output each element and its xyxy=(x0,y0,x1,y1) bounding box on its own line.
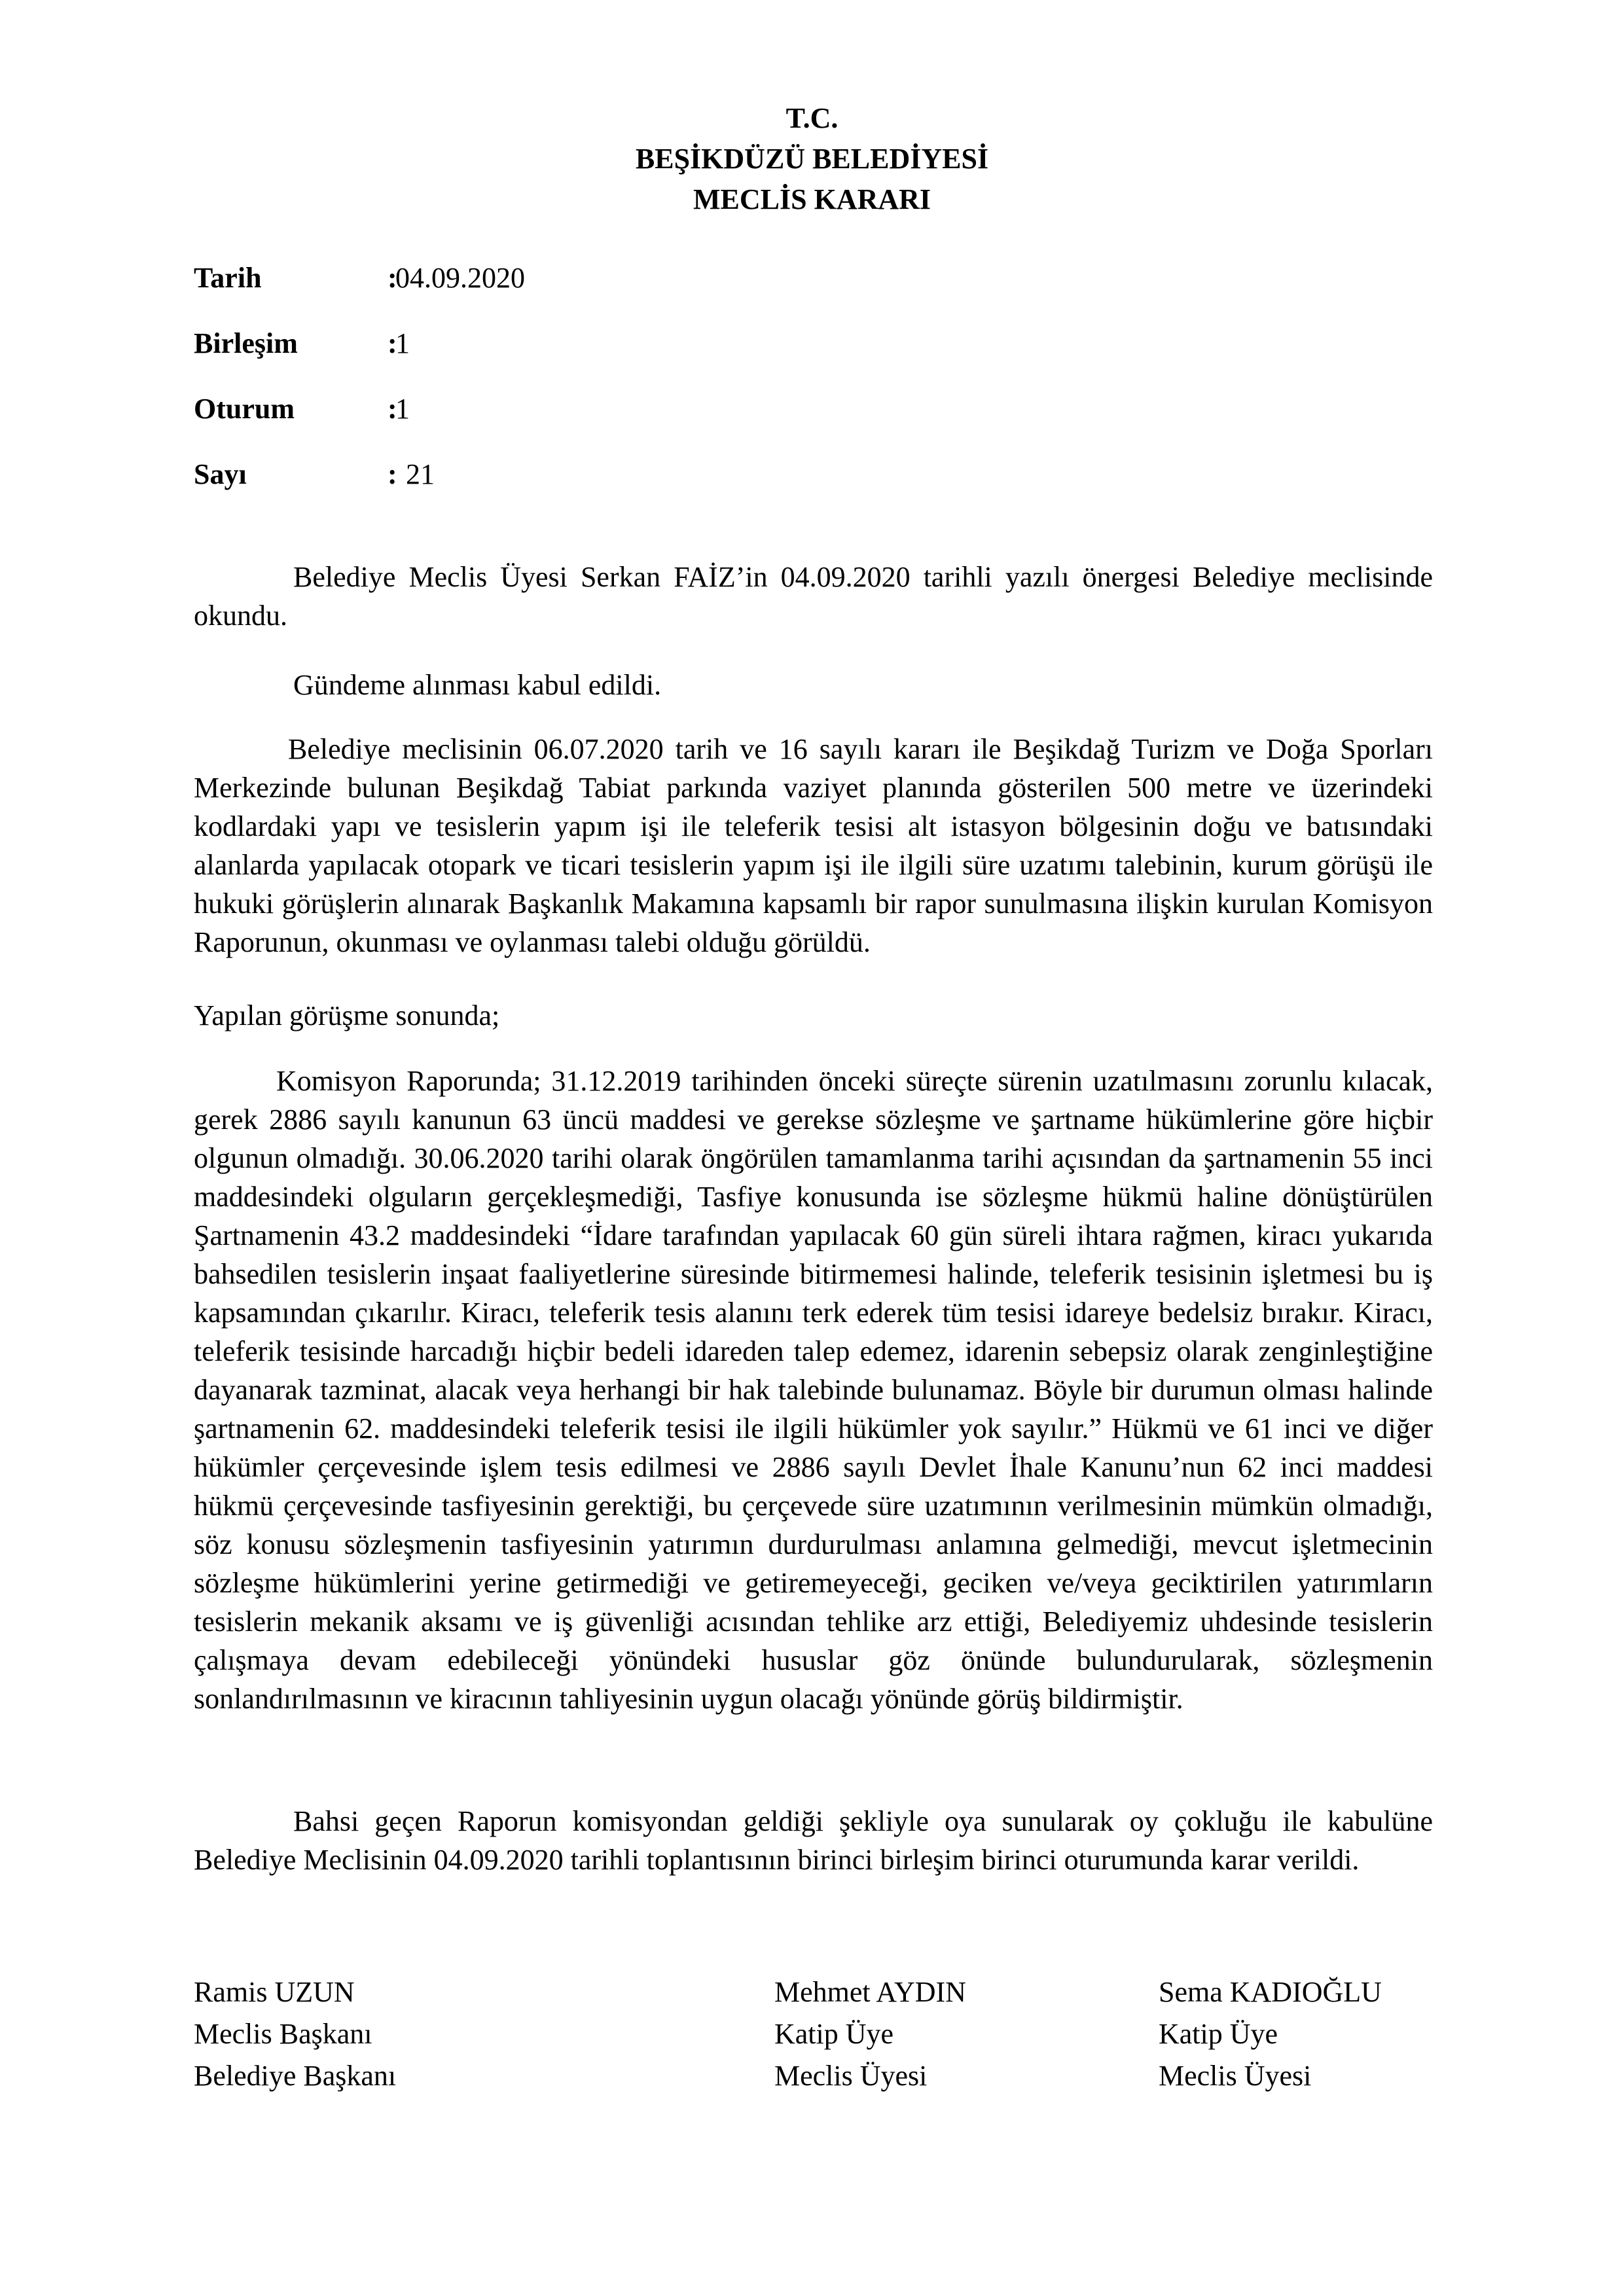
paragraph-commission-report: Belediye meclisinin 06.07.2020 tarih ve 16 sayılı kararı ile Beşikdağ Turizm ve Doğa Sporları Merkezinde bulunan Beşikdağ Tabiat parkında vaziyet planında gösterilen 500 metre ve üzerindeki kodlardaki yapı ve tesislerin yapım işi ile teleferik tesisi alt istasyon bölgesinin doğu ve batısındaki alanlarda yapılacak otopark ve ticari tesislerin yapım işi ile ilgili süre uzatımı talebinin, kurum görüşü ile hukuki görüşlerin alınarak Başkanlık Makamına kapsamlı bir rapor sunulmasına ilişkin kurulan Komisyon Raporunun, okunması ve oylanması talebi olduğu görüldü. xyxy=(194,733,1433,958)
paragraph-discussion-result: Yapılan görüşme sonunda; xyxy=(194,999,500,1031)
signature-title: Meclis Üyesi xyxy=(1159,2060,1312,2092)
signature-block-clerk-2 xyxy=(1159,1971,1382,2097)
paragraph-decision: Bahsi geçen Raporun komisyondan geldiği şekliyle oya sunularak oy çokluğu ile kabulüne Belediye Meclisinin 04.09.2020 tarihli toplantısının birinci birleşim birinci oturumunda karar verildi. xyxy=(194,1805,1433,1876)
signature-name: Mehmet AYDIN xyxy=(774,1976,966,2008)
sayi-value: 21 xyxy=(406,458,435,490)
signature-title: Katip Üye xyxy=(1159,2018,1278,2050)
oturum-separator: : xyxy=(388,393,397,425)
oturum-value: 1 xyxy=(395,393,410,425)
header-municipality: BEŞİKDÜZÜ BELEDİYESİ xyxy=(635,143,989,175)
signature-title: Meclis Başkanı xyxy=(194,2018,372,2050)
oturum-label: Oturum xyxy=(194,393,295,425)
document-header xyxy=(0,98,1624,220)
paragraph-report-content: Komisyon Raporunda; 31.12.2019 tarihinden önceki süreçte sürenin uzatılmasını zorunlu kılacak, gerek 2886 sayılı kanunun 63 üncü maddesi ve gerekse sözleşme ve şartname hükümlerine göre hiçbir olgunun olmadığı. 30.06.2020 tarihi olarak öngörülen tamamlanma tarihi açısından da şartnamenin 55 inci maddesindeki olguların gerçekleşmediği, Tasfiye konusunda ise sözleşme hükmü haline dönüştürülen Şartnamenin 43.2 maddesindeki “İdare tarafından yapılacak 60 gün süreli ihtara rağmen, kiracı yukarıda bahsedilen tesislerin inşaat faaliyetlerine süresinde bitirmemesi halinde, teleferik tesisinin işletmesi bu iş kapsamından çıkarılır. Kiracı, teleferik tesis alanını terk ederek tüm tesisi idareye bedelsiz bırakır. Kiracı, teleferik tesisinde harcadığı hiçbir bedeli idareden talep edemez, idarenin sebepsiz olarak zenginleştiğine dayanarak tazminat, alacak veya herhangi bir hak talebinde bulunamaz. Böyle bir durumun olması halinde şartnamenin 62. maddesindeki teleferik tesisi ile ilgili hükümler yok sayılır.” Hükmü ve 61 inci ve diğer hükümler çerçevesinde işlem tesis edilmesi ve 2886 sayılı Devlet İhale Kanunu’nun 62 inci maddesi hükmü çerçevesinde tasfiyesinin gerektiği, bu çerçevede süre uzatımının verilmesinin mümkün olmadığı, söz konusu sözleşmenin tasfiyesinin yatırımın durdurulması anlamına gelmediği, mevcut işletmecinin sözleşme hükümlerini yerine getirmediği ve getiremeyeceği, geciken ve/veya geciktirilen yatırımların tesislerin mekanik aksamı ve iş güvenliği acısından tehlike arz ettiği, Belediyemiz uhdesinde tesislerin çalışmaya devam edebileceği yönündeki hususlar göz önünde bulundurularak, sözleşmenin sonlandırılmasının ve kiracının tahliyesinin uygun olacağı yönünde görüş bildirmiştir. xyxy=(194,1065,1433,1715)
sayi-label: Sayı xyxy=(194,458,247,490)
signature-title: Belediye Başkanı xyxy=(194,2060,397,2092)
birlesim-label: Birleşim xyxy=(194,327,298,359)
tarih-separator: : xyxy=(388,262,397,294)
signature-name: Sema KADIOĞLU xyxy=(1159,1976,1382,2008)
paragraph-proposal-read: Belediye Meclis Üyesi Serkan FAİZ’in 04.09.2020 tarihli yazılı önergesi Belediye meclisinde okundu. xyxy=(194,561,1433,632)
tarih-label: Tarih xyxy=(194,262,262,294)
signature-title: Meclis Üyesi xyxy=(774,2060,928,2092)
signature-block-president xyxy=(194,1971,396,2097)
tarih-value: 04.09.2020 xyxy=(395,262,525,294)
sayi-separator: : xyxy=(388,458,397,490)
paragraph-agenda-accepted: Gündeme alınması kabul edildi. xyxy=(293,669,662,701)
header-title: MECLİS KARARI xyxy=(693,183,931,215)
signature-name: Ramis UZUN xyxy=(194,1976,355,2008)
header-republic: T.C. xyxy=(785,102,839,134)
birlesim-value: 1 xyxy=(395,327,410,359)
signature-title: Katip Üye xyxy=(774,2018,894,2050)
birlesim-separator: : xyxy=(388,327,397,359)
signature-block-clerk-1 xyxy=(774,1971,966,2097)
